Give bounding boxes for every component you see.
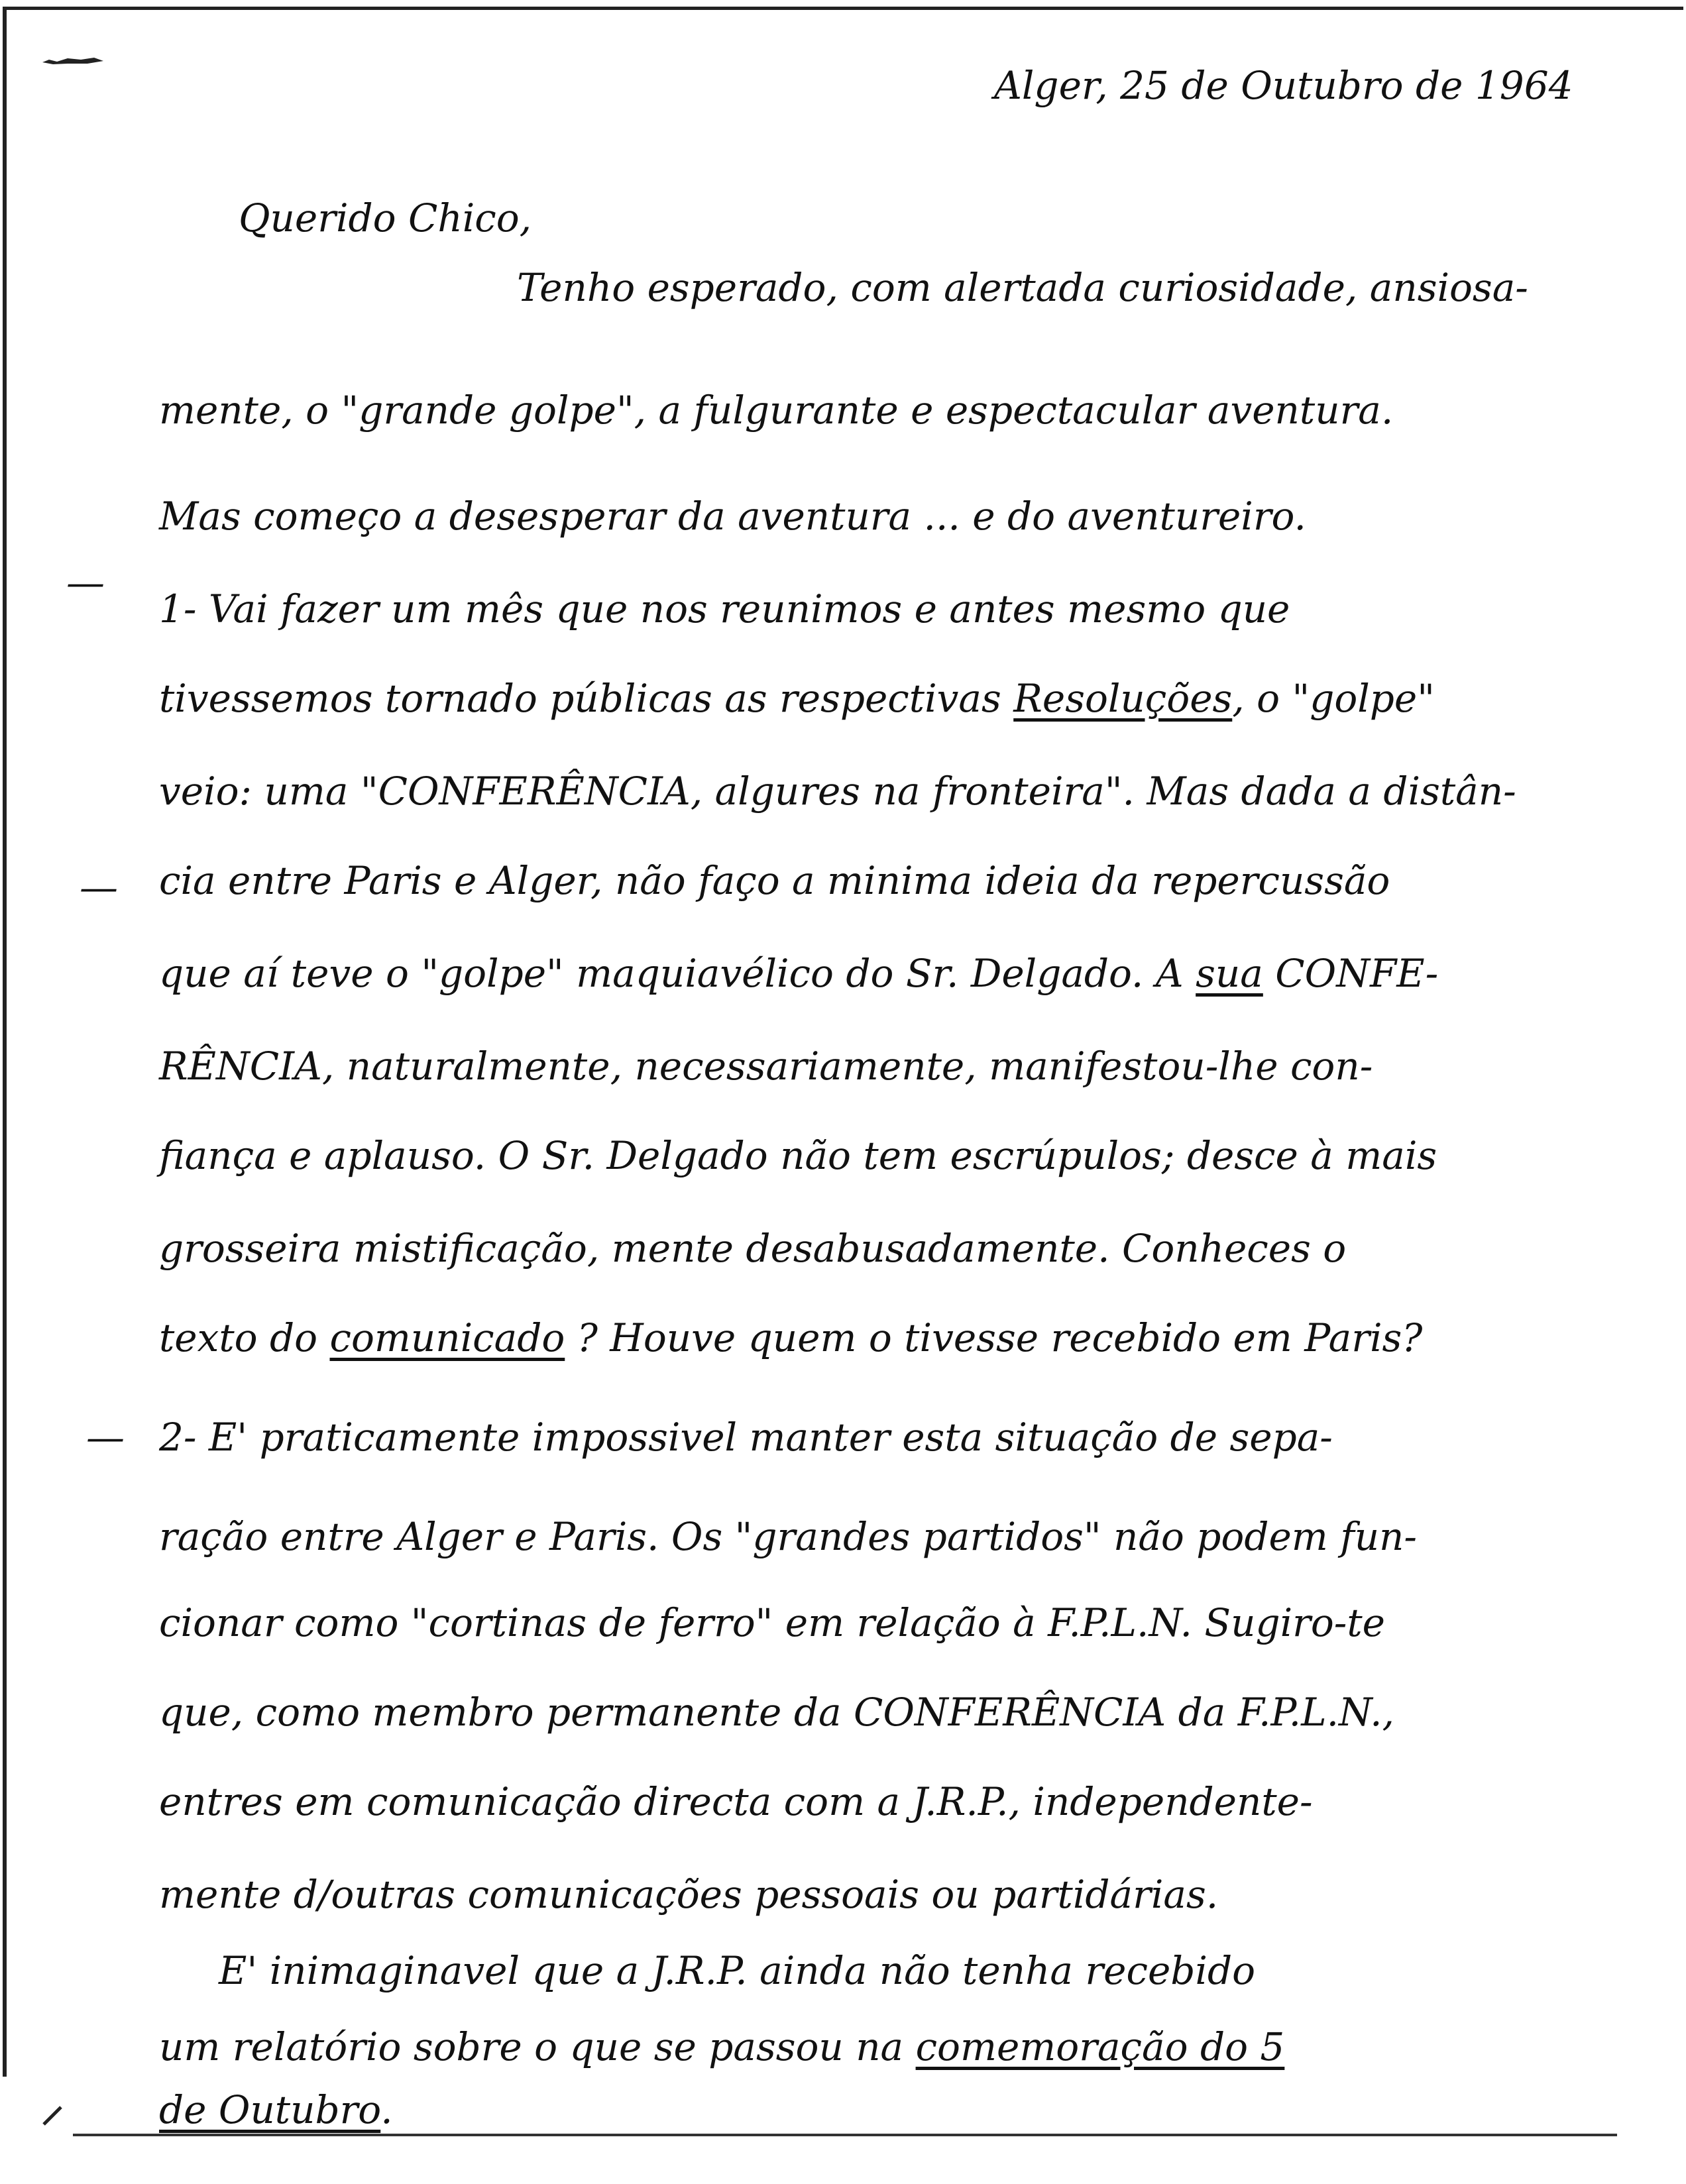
letter-line: cionar como "cortinas de ferro" em relação à F.P.L.N. Sugiro-te [159, 1600, 1385, 1645]
letter-line-text: que aí teve o "golpe" maquiavélico do Sr. Delgado. A [159, 951, 1184, 996]
letter-line: que, como membro permanente da CONFERÊNCIA da F.P.L.N., [159, 1690, 1394, 1735]
letter-line: mente, o "grande golpe", a fulgurante e espectacular aventura. [159, 388, 1394, 433]
letter-line-tail: . [380, 2087, 393, 2132]
corner-ink-mark [41, 56, 105, 66]
letter-line: Mas começo a desesperar da aventura ... e do aventureiro. [159, 494, 1306, 539]
margin-tick-mark [41, 2087, 68, 2127]
letter-line: veio: uma "CONFERÊNCIA, algures na fronteira". Mas dada a distân- [159, 769, 1516, 814]
page-border-top [3, 7, 1683, 10]
margin-dash: — [80, 865, 118, 910]
letter-line [159, 676, 1435, 721]
letter-line [159, 2024, 1285, 2069]
letter-line [159, 951, 1439, 996]
letter-salutation: Querido Chico, [239, 195, 532, 241]
underlined-comunicado: comunicado [329, 1315, 565, 1360]
underlined-sua: sua [1196, 951, 1263, 996]
letter-line-tail: CONFE- [1263, 951, 1439, 996]
letter-line: grosseira mistificação, mente desabusadamente. Conheces o [159, 1226, 1347, 1271]
letter-line: RÊNCIA, naturalmente, necessariamente, manifestou-lhe con- [159, 1044, 1373, 1089]
letter-line: E' inimaginavel que a J.R.P. ainda não tenha recebido [219, 1948, 1255, 1993]
letter-line: 2- E' praticamente impossivel manter esta situação de sepa- [159, 1415, 1333, 1460]
letter-line-text: texto do [159, 1315, 318, 1360]
letter-line [159, 2087, 393, 2132]
letter-line: ração entre Alger e Paris. Os "grandes partidos" não podem fun- [159, 1514, 1417, 1559]
margin-dash: — [86, 1415, 125, 1460]
letter-line: cia entre Paris e Alger, não faço a minima ideia da repercussão [159, 858, 1390, 903]
page-rule-bottom [73, 2134, 1617, 2136]
letter-line-tail: , o "golpe" [1232, 676, 1435, 721]
underlined-comemoracao: comemoração do 5 [915, 2024, 1285, 2069]
page-border-left [3, 9, 7, 2077]
letter-line: Tenho esperado, com alertada curiosidade, ansiosa- [517, 265, 1528, 310]
letter-line: 1- Vai fazer um mês que nos reunimos e antes mesmo que [159, 586, 1290, 631]
letter-line-text: tivessemos tornado públicas as respectivas [159, 676, 1001, 721]
letter-line-tail: ? Houve quem o tivesse recebido em Paris? [577, 1315, 1423, 1360]
letter-line: fiança e aplauso. O Sr. Delgado não tem escrúpulos; desce à mais [159, 1133, 1437, 1178]
letter-line [159, 1315, 1423, 1360]
underlined-de-outubro: de Outubro [159, 2087, 381, 2132]
letter-line: entres em comunicação directa com a J.R.P., independente- [159, 1779, 1313, 1824]
letter-line-text: um relatório sobre o que se passou na [159, 2024, 904, 2069]
margin-dash: — [66, 560, 105, 605]
letter-line: mente d/outras comunicações pessoais ou partidárias. [159, 1872, 1219, 1917]
underlined-resolucoes: Resoluções [1013, 676, 1233, 721]
letter-date: Alger, 25 de Outubro de 1964 [994, 63, 1573, 108]
